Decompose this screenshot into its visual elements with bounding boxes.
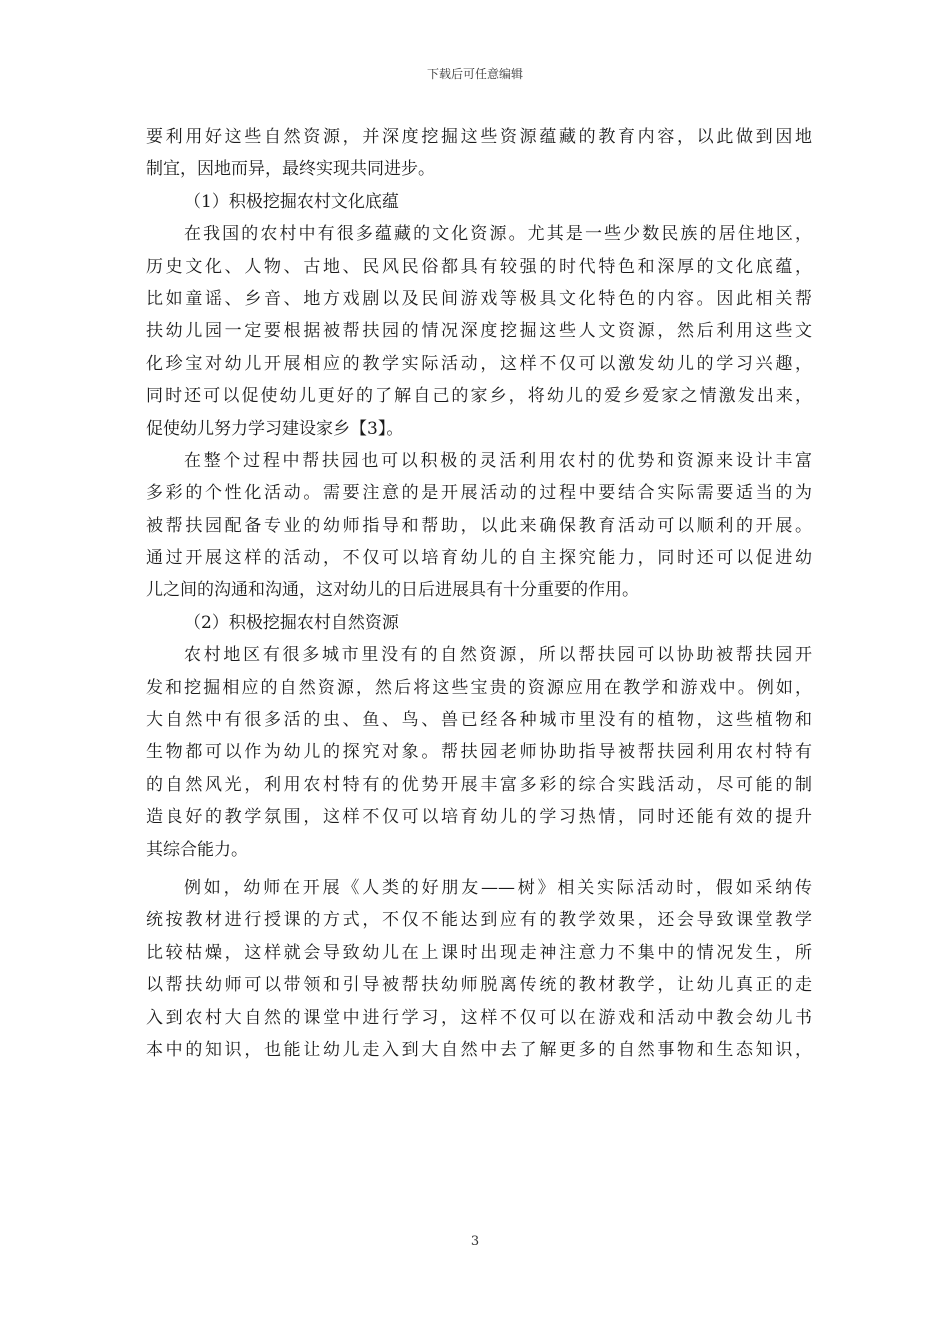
text-line: 生物都可以作为幼儿的探究对象。帮扶园老师协助指导被帮扶园利用农村特有 bbox=[146, 742, 812, 763]
text-line: 其综合能力。 bbox=[146, 839, 248, 860]
text-line: 例如，幼师在开展《人类的好朋友——树》相关实际活动时，假如采纳传 bbox=[184, 877, 812, 898]
text-line: 农村地区有很多城市里没有的自然资源，所以帮扶园可以协助被帮扶园开 bbox=[184, 645, 812, 666]
text-line: 大自然中有很多活的虫、鱼、鸟、兽已经各种城市里没有的植物，这些植物和 bbox=[146, 710, 812, 731]
text-line: 以帮扶幼师可以带领和引导被帮扶幼师脱离传统的教材教学，让幼儿真正的走 bbox=[146, 975, 812, 996]
text-line: 的自然风光，利用农村特有的优势开展丰富多彩的综合实践活动，尽可能的制 bbox=[146, 774, 812, 795]
text-line: 制宜，因地而异，最终实现共同进步。 bbox=[146, 159, 435, 180]
text-line: 扶幼儿园一定要根据被帮扶园的情况深度挖掘这些人文资源，然后利用这些文 bbox=[146, 321, 812, 342]
text-line: 被帮扶园配备专业的幼师指导和帮助，以此来确保教育活动可以顺利的开展。 bbox=[146, 515, 812, 536]
section-heading-2: （2）积极挖掘农村自然资源 bbox=[184, 612, 399, 633]
text-line: 通过开展这样的活动，不仅可以培育幼儿的自主探究能力，同时还可以促进幼 bbox=[146, 548, 812, 569]
document-body bbox=[146, 121, 812, 1066]
text-line: 化珍宝对幼儿开展相应的教学实际活动，这样不仅可以激发幼儿的学习兴趣， bbox=[146, 353, 812, 374]
text-line: 在我国的农村中有很多蕴藏的文化资源。尤其是一些少数民族的居住地区， bbox=[184, 224, 812, 245]
text-line: 入到农村大自然的课堂中进行学习，这样不仅可以在游戏和活动中教会幼儿书 bbox=[146, 1007, 812, 1028]
text-line: 同时还可以促使幼儿更好的了解自己的家乡，将幼儿的爱乡爱家之情激发出来， bbox=[146, 386, 812, 407]
text-line: 本中的知识，也能让幼儿走入到大自然中去了解更多的自然事物和生态知识， bbox=[146, 1039, 812, 1060]
text-line: 多彩的个性化活动。需要注意的是开展活动的过程中要结合实际需要适当的为 bbox=[146, 483, 812, 504]
text-line: 历史文化、人物、古地、民风民俗都具有较强的时代特色和深厚的文化底蕴， bbox=[146, 256, 812, 277]
text-line: 要利用好这些自然资源，并深度挖掘这些资源蕴藏的教育内容，以此做到因地 bbox=[146, 127, 812, 147]
text-line: 统按教材进行授课的方式，不仅不能达到应有的教学效果，还会导致课堂教学 bbox=[146, 910, 812, 931]
page-number: 3 bbox=[470, 1234, 480, 1249]
text-line: 发和挖掘相应的自然资源，然后将这些宝贵的资源应用在教学和游戏中。例如， bbox=[146, 677, 812, 698]
text-line: 比较枯燥，这样就会导致幼儿在上课时出现走神注意力不集中的情况发生，所 bbox=[146, 942, 812, 963]
section-heading-1: （1）积极挖掘农村文化底蕴 bbox=[184, 191, 399, 212]
text-line: 造良好的教学氛围，这样不仅可以培育幼儿的学习热情，同时还能有效的提升 bbox=[146, 807, 812, 828]
text-line: 在整个过程中帮扶园也可以积极的灵活利用农村的优势和资源来设计丰富 bbox=[184, 450, 812, 471]
text-line: 儿之间的沟通和沟通，这对幼儿的日后进展具有十分重要的作用。 bbox=[146, 580, 639, 601]
text-line: 促使幼儿努力学习建设家乡【3】。 bbox=[146, 418, 404, 439]
text-line: 比如童谣、乡音、地方戏剧以及民间游戏等极具文化特色的内容。因此相关帮 bbox=[146, 288, 812, 309]
page-header: 下载后可任意编辑 bbox=[426, 67, 523, 81]
